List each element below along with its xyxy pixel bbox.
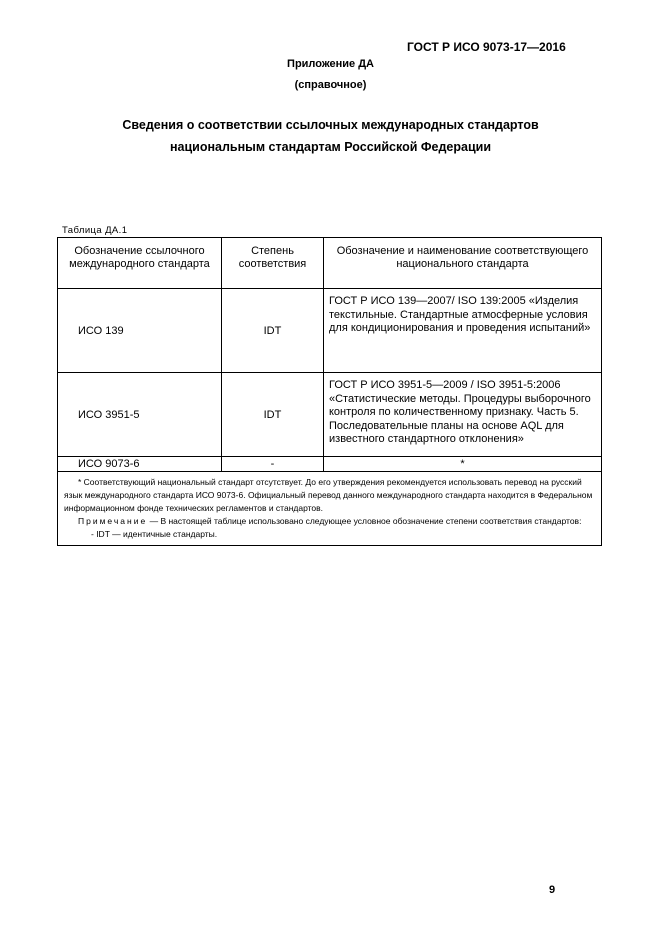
degree-cell: - xyxy=(222,457,324,472)
document-title-line-1: Сведения о соответствии ссылочных международных стандартов xyxy=(122,118,539,132)
table-row xyxy=(58,289,602,373)
header-national-standard: Обозначение и наименование соответствующего национального стандарта xyxy=(324,238,602,289)
correspondence-table xyxy=(57,237,602,546)
table-note xyxy=(64,515,595,528)
intl-standard-cell: ИСО 9073-6 xyxy=(58,457,222,472)
table-row xyxy=(58,373,602,457)
table-footnote-row xyxy=(58,472,602,546)
degree-cell: IDT xyxy=(222,373,324,457)
national-standard-cell: * xyxy=(324,457,602,472)
header-intl-standard: Обозначение ссылочного международного стандарта xyxy=(58,238,222,289)
table-row xyxy=(58,457,602,472)
document-title-line-2: национальным стандартам Российской Федерации xyxy=(169,140,492,154)
note-label: Примечание xyxy=(78,516,148,526)
national-standard-cell: ГОСТ Р ИСО 3951-5—2009 / ISO 3951-5:2006 «Статистические методы. Процедуры выборочного контроля по количественному признаку. Часть 5. Последовательные планы на основе AQL для известного стандартного отклонения» xyxy=(324,373,602,457)
national-standard-cell: ГОСТ Р ИСО 139—2007/ ISO 139:2005 «Изделия текстильные. Стандартные атмосферные условия для кондиционирования и проведения испытаний» xyxy=(324,289,602,373)
annex-title: Приложение ДА xyxy=(287,58,374,70)
intl-standard-cell: ИСО 139 xyxy=(58,289,222,373)
degree-cell: IDT xyxy=(222,289,324,373)
footnote-text: * Соответствующий национальный стандарт отсутствует. До его утверждения рекомендуется использовать перевод на русский язык международного стандарта ИСО 9073-6. Официальный перевод данного международного стандарта находится в Федеральном информационном фонде технических регламентов и стандартов. xyxy=(64,477,593,513)
table-header-row xyxy=(58,238,602,289)
page-number: 9 xyxy=(549,884,556,896)
intl-standard-cell: ИСО 3951-5 xyxy=(58,373,222,457)
note-text: — В настоящей таблице использовано следующее условное обозначение степени соответствия стандартов: xyxy=(149,516,582,526)
document-code: ГОСТ Р ИСО 9073-17—2016 xyxy=(407,40,566,54)
header-degree: Степень соответствия xyxy=(222,238,324,289)
annex-subtitle: (справочное) xyxy=(294,79,367,91)
note-item: - IDT — идентичные стандарты. xyxy=(91,529,218,539)
table-caption: Таблица ДА.1 xyxy=(62,225,128,236)
table-footnote xyxy=(58,472,602,546)
